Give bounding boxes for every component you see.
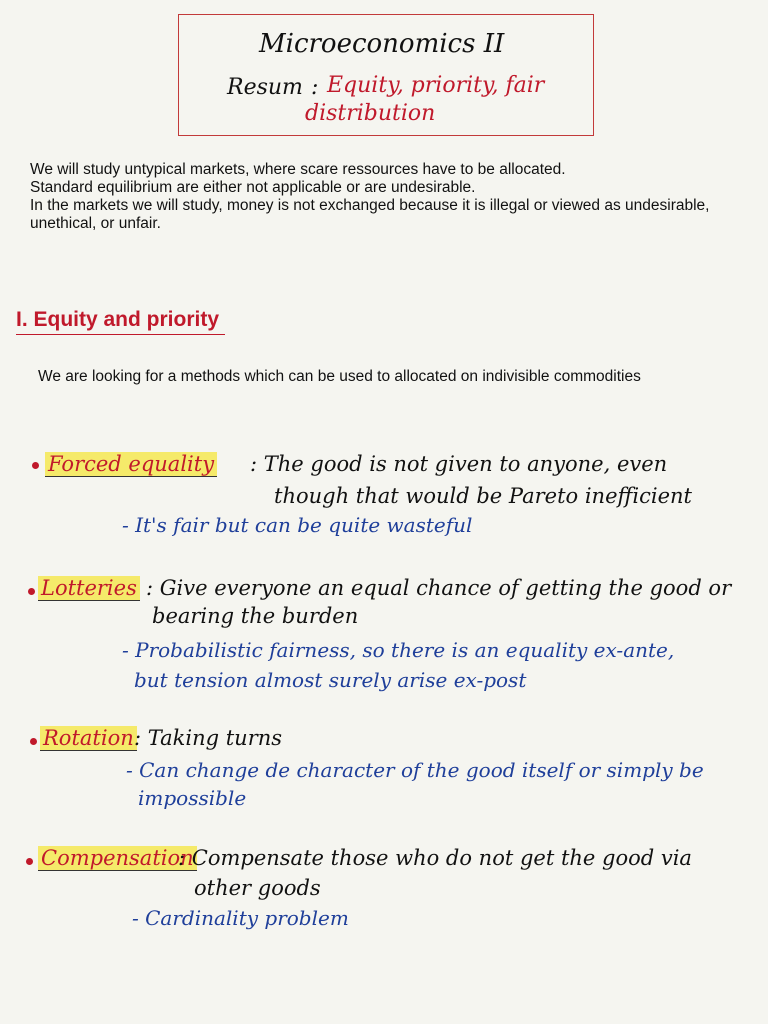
term-forced-equality: Forced equality [45, 452, 217, 477]
intro-line: We will study untypical markets, where scare ressources have to be allocated. [30, 161, 566, 178]
section-heading: I. Equity and priority [16, 308, 225, 335]
intro-line: Standard equilibrium are either not applicable or are undesirable. [30, 179, 476, 196]
page-title: Microeconomics II [259, 29, 505, 59]
note-line: but tension almost surely arise ex-post [134, 668, 527, 692]
definition-line: : Give everyone an equal chance of getting the good or [146, 576, 732, 600]
note-line: - Probabilistic fairness, so there is an equality ex-ante, [122, 638, 675, 662]
term-compensation: Compensation [38, 846, 197, 871]
note-line: - It's fair but can be quite wasteful [122, 513, 473, 537]
term-rotation: Rotation [40, 726, 137, 751]
intro-text [30, 161, 750, 233]
title-box [178, 14, 594, 136]
bullet-icon [32, 462, 39, 469]
definition-line: : Compensate those who do not get the good via [178, 846, 692, 870]
bullet-icon [28, 588, 35, 595]
topic-line-2: distribution [305, 101, 436, 126]
definition-line: other goods [194, 876, 321, 900]
definition-line: : Taking turns [134, 726, 283, 750]
note-line: - Cardinality problem [132, 906, 349, 930]
note-line: - Can change de character of the good itself or simply be [126, 758, 704, 782]
note-line: impossible [138, 786, 247, 810]
definition-line: : The good is not given to anyone, even [250, 452, 668, 476]
bullet-icon [26, 858, 33, 865]
term-lotteries: Lotteries [38, 576, 140, 601]
section-lead: We are looking for a methods which can be used to allocated on indivisible commodities [38, 368, 641, 385]
topic-line-1: Equity, priority, fair [327, 73, 545, 98]
intro-line: In the markets we will study, money is not exchanged because it is illegal or viewed as undesirable, unethical, or unfair. [30, 197, 710, 232]
definition-line: bearing the burden [152, 604, 359, 628]
bullet-icon [30, 738, 37, 745]
resum-separator: : [311, 75, 319, 100]
definition-line: though that would be Pareto inefficient [274, 484, 692, 508]
resum-label: Resum [227, 75, 303, 100]
